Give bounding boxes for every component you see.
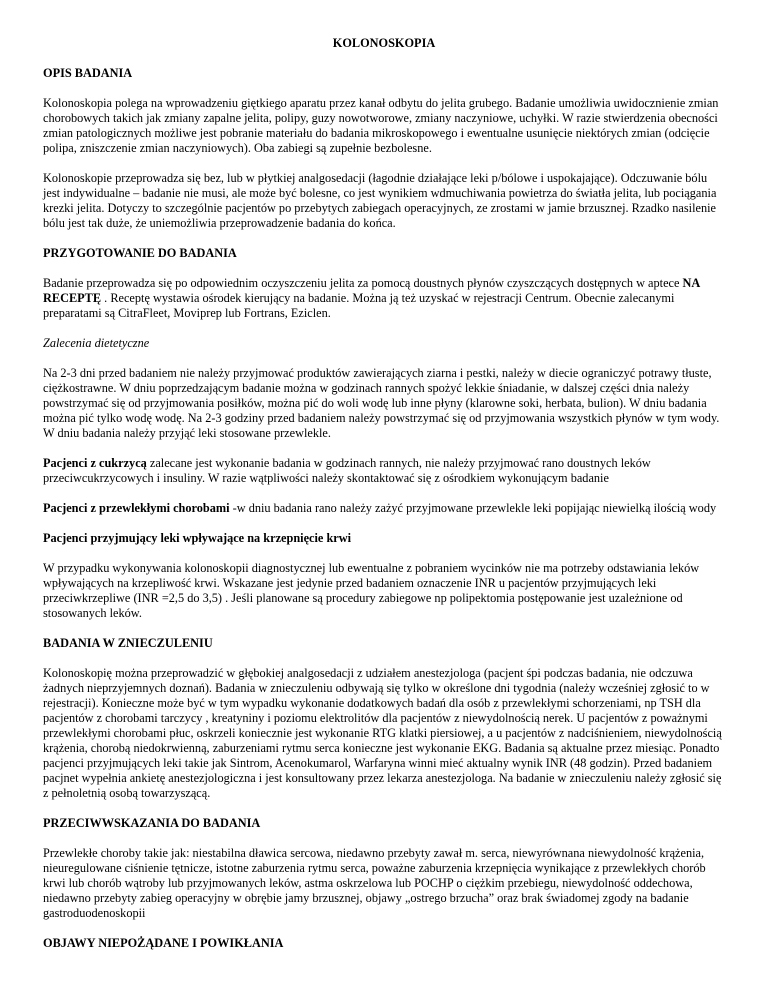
paragraph-opis-2: Kolonoskopie przeprowadza się bez, lub w płytkiej analgosedacji (łagodnie działające leki p/bólowe i uspokajające). Odczuwanie bólu jest indywidualne – badanie nie musi, ale może być bolesne, co jest wynikiem wdmuchiwania powietrza do światła jelita, lub pociągania krezki jelita. Dotyczy to szczególnie pacjentów po przebytych zabiegach operacyjnych, ze zrostami w jamie brzusznej. Rzadko nasilenie bólu jest tak duże, że uniemożliwia przeprowadzenie badania do końca. <box>43 171 717 230</box>
section-heading-przygotowanie: PRZYGOTOWANIE DO BADANIA <box>43 246 237 260</box>
paragraph-znieczulenie: Kolonoskopię można przeprowadzić w głębokiej analgosedacji z udziałem anestezjologa (pacjent śpi podczas badania, nie odczuwa żadnych nieprzyjemnych doznań). Badania w znieczuleniu odbywają się tylko w określone dni tygodnia (należy wcześniej zgłosić to w rejestracji). Konieczne może być w tym wypadku wykonanie dodatkowych badań dla osób z przewlekłymi schorzeniami, np TSH dla pacjentów z chorobami tarczycy , kreatyniny i poziomu elektrolitów dla pacjentów z niewydolnością nerek. U pacjentów z poważnymi przewlekłymi chorobami płuc, oskrzeli koniecznie jest wykonanie RTG klatki piersiowej, a u pacjentów z nadciśnieniem, niewydolnością krążenia, chorobą niedokrwienną, zaburzeniami rytmu serca konieczne jest wykonanie EKG. Badania są aktualne przez miesiąc. Ponadto pacjenci przyjmujących leki takie jak Sintrom, Acenokumarol, Warfaryna winni mieć aktualny wynik INR (48 godzin). Przed badaniem pacjnet wypełnia ankietę anestezjologiczna i jest konsultowany przez lekarza anestezjologa. Na badanie w znieczuleniu należy zgłosić się z pełnoletnią osobą towarzyszącą. <box>43 666 722 800</box>
section-heading-znieczulenie: BADANIA W ZNIECZULENIU <box>43 636 213 650</box>
diabetes-text: zalecane jest wykonanie badania w godzinach rannych, nie należy przyjmować rano doustnych leków przeciwcukrzycowych i insuliny. W razie wątpliwości należy skontaktować się z ośrodkiem wykonującym badanie <box>43 456 651 485</box>
chronic-text: -w dniu badania rano należy zażyć przyjmowane przewlekle leki popijając niewielką ilością wody <box>229 501 717 515</box>
coagulation-heading: Pacjenci przyjmujący leki wpływające na krzepnięcie krwi <box>43 531 352 545</box>
paragraph-opis-1: Kolonoskopia polega na wprowadzeniu giętkiego aparatu przez kanał odbytu do jelita grubego. Badanie umożliwia uwidocznienie zmian chorobowych takich jak zmiany zapalne jelita, polipy, guzy nowotworowe, zmiany naczyniowe, uchyłki. W razie stwierdzenia obecności zmian patologicznych możliwe jest pobranie materiału do badania mikroskopowego i ewentualne usunięcie niektórych zmian (odcięcie polipa, zniszczenie zmian naczyniowych). Oba zabiegi są zupełnie bezbolesne. <box>43 96 719 155</box>
prep-prescription-bold: NA RECEPTĘ <box>43 276 700 305</box>
paragraph-chronic <box>43 501 725 516</box>
paragraph-coagulation: W przypadku wykonywania kolonoskopii diagnostycznej lub ewentualne z pobraniem wycinków nie ma potrzeby odstawiania leków wpływających na krzepliwość krwi. Wskazane jest jedynie przed badaniem oznaczenie INR u pacjentów przyjmujących leki przeciwkrzepliwe (INR =2,5 do 3,5) . Jeśli planowane są procedury zabiegowe np polipektomia postępowanie jest uzależnione od stosowanych leków. <box>43 561 700 620</box>
paragraph-przygotowanie <box>43 276 725 321</box>
paragraph-diet: Na 2-3 dni przed badaniem nie należy przyjmować produktów zawierających ziarna i pestki, należy w diecie ograniczyć potrawy tłuste, ciężkostrawne. W dniu poprzedzającym badanie można w godzinach rannych spożyć lekkie śniadanie, w dalszej części dnia należy powstrzymać się od przyjmowania posiłków, można pić do woli wodę lub inne płyny (klarowne soki, herbata, bulion). W dniu badania można pić tylko wodę wodę. Na 2-3 godziny przed badaniem należy powstrzymać się od przyjmowania wszystkich płynów w tym wody. W dniu badania należy przyjąć leki stosowane przewlekle. <box>43 366 720 440</box>
paragraph-przeciwwskazania: Przewlekłe choroby takie jak: niestabilna dławica sercowa, niedawno przebyty zawał m. serca, niewyrównana niewydolność krążenia, nieuregulowane ciśnienie tętnicze, istotne zaburzenia rytmu serca, poważne zaburzenia krzepnięcia wynikające z przewlekłych chorób krwi lub chorób wątroby lub przyjmowanych leków, astma oskrzelowa lub POCHP o ciężkim przebiegu, niewydolność oddechowa, niedawno przebyty zabieg operacyjny w obrębie jamy brzusznej, objawy „ostrego brzucha” oraz brak świadomej zgody na badanie gastroduodenoskopii <box>43 846 706 920</box>
paragraph-diabetes <box>43 456 725 486</box>
section-heading-opis: OPIS BADANIA <box>43 66 133 80</box>
prep-text-a: Badanie przeprowadza się po odpowiednim oczyszczeniu jelita za pomocą doustnych płynów czyszczących dostępnych w aptece <box>43 276 683 290</box>
document-title: KOLONOSKOPIA <box>332 36 436 50</box>
section-heading-przeciwwskazania: PRZECIWWSKAZANIA DO BADANIA <box>43 816 261 830</box>
diet-subheading: Zalecenia dietetyczne <box>43 336 150 350</box>
section-heading-objawy: OBJAWY NIEPOŻĄDANE I POWIKŁANIA <box>43 936 284 950</box>
chronic-label: Pacjenci z przewlekłymi chorobami <box>43 501 230 515</box>
diabetes-label: Pacjenci z cukrzycą <box>43 456 147 470</box>
prep-text-b: . Receptę wystawia ośrodek kierujący na badanie. Można ją też uzyskać w rejestracji Centrum. Obecnie zalecanymi preparatami są CitraFleet, Moviprep lub Fortrans, Eziclen. <box>43 291 675 320</box>
